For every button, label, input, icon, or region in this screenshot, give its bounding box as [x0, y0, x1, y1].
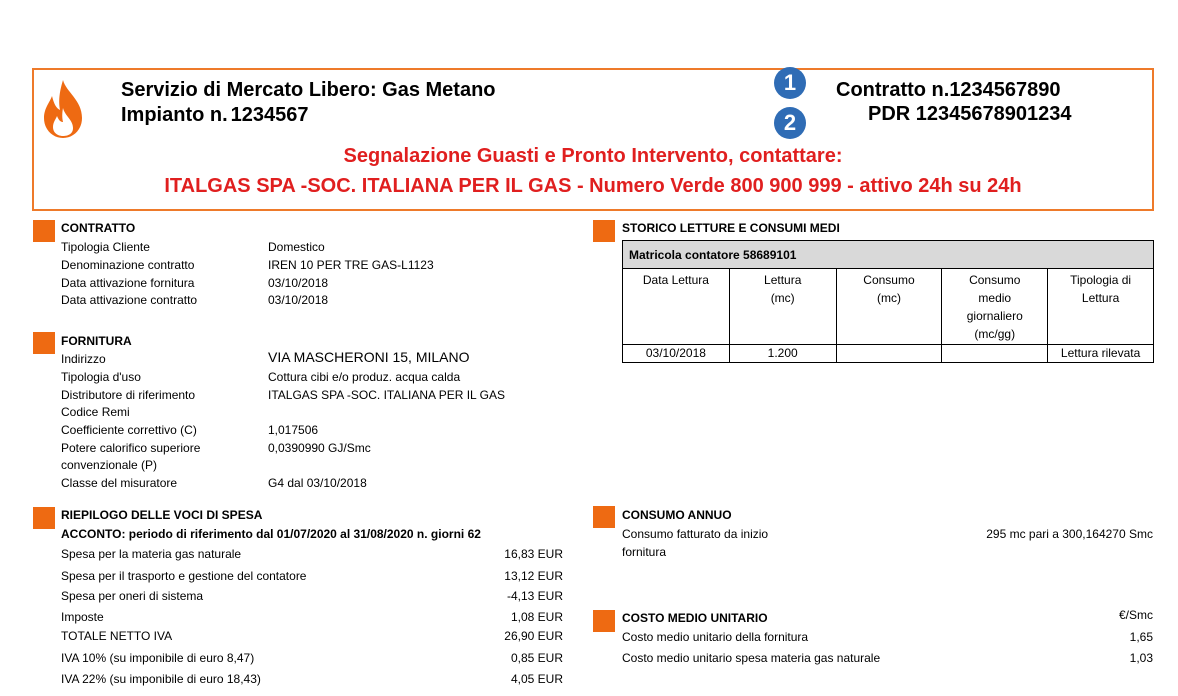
indirizzo-label: Indirizzo	[61, 352, 106, 366]
spesa-label: Spesa per oneri di sistema	[61, 589, 204, 603]
tipologia-label: Tipologia d'uso	[61, 370, 141, 384]
contract-label: Contratto n.	[836, 79, 950, 101]
storico-title: STORICO LETTURE E CONSUMI MEDI	[622, 221, 840, 235]
table-cell: 03/10/2018	[623, 345, 730, 363]
table-header: Consumo medio giornaliero (mc/gg)	[942, 269, 1048, 345]
spesa-value: 13,12 EUR	[504, 569, 563, 583]
consumo-label: Consumo fatturato da inizio	[622, 527, 769, 541]
callout-badge-2: 2	[774, 107, 806, 139]
costo-value: 1,03	[1129, 651, 1153, 665]
spesa-label: TOTALE NETTO IVA	[61, 629, 173, 643]
spesa-label: Spesa per il trasporto e gestione del contatore	[61, 569, 307, 583]
table-header: Consumo (mc)	[836, 269, 942, 345]
matricola-cell: Matricola contatore 58689101	[623, 241, 1154, 269]
consumo-title: CONSUMO ANNUO	[622, 508, 732, 522]
costo-label: Costo medio unitario della fornitura	[622, 630, 809, 644]
contratto-title: CONTRATTO	[61, 221, 136, 235]
fornitura-marker	[33, 332, 55, 354]
remi-label: Codice Remi	[61, 405, 130, 419]
plant-label: Impianto n.	[121, 104, 228, 126]
contract-number: 1234567890	[949, 79, 1061, 101]
riepilogo-marker	[33, 507, 55, 529]
riepilogo-subtitle: ACCONTO: periodo di riferimento dal 01/07/2020 al 31/08/2020 n. giorni 62	[61, 527, 481, 541]
spesa-label: Spesa per la materia gas naturale	[61, 547, 242, 561]
table-cell	[942, 345, 1048, 363]
spesa-value: -4,13 EUR	[506, 589, 563, 603]
consumo-value: 295 mc pari a 300,164270 Smc	[986, 527, 1153, 541]
contratto-value: IREN 10 PER TRE GAS-L1123	[268, 258, 434, 272]
contratto-marker	[33, 220, 55, 242]
spesa-value: 0,85 EUR	[510, 651, 563, 665]
contratto-value: Domestico	[268, 240, 325, 254]
table-header: Tipologia di Lettura	[1048, 269, 1154, 345]
distributore-label: Distributore di riferimento	[61, 388, 196, 402]
consumo-label-2: fornitura	[622, 545, 667, 559]
pdr-number: 12345678901234	[915, 103, 1072, 125]
classe-value: G4 dal 03/10/2018	[268, 476, 367, 490]
classe-label: Classe del misuratore	[61, 476, 178, 490]
callout-badge-1: 1	[774, 67, 806, 99]
table-cell: Lettura rilevata	[1048, 345, 1154, 363]
pdr-line	[868, 103, 1072, 126]
coeff-value: 1,017506	[268, 423, 319, 437]
costo-marker	[593, 610, 615, 632]
costo-title: COSTO MEDIO UNITARIO	[622, 611, 768, 625]
pdr-label: PDR	[868, 103, 911, 125]
plant-number: 1234567	[230, 104, 309, 126]
spesa-label: Imposte	[61, 610, 104, 624]
contratto-label: Tipologia Cliente	[61, 240, 150, 254]
distributore-value: ITALGAS SPA -SOC. ITALIANA PER IL GAS	[268, 388, 505, 402]
coeff-label: Coefficiente correttivo (C)	[61, 423, 197, 437]
spesa-value: 26,90 EUR	[504, 629, 563, 643]
table-cell	[836, 345, 942, 363]
service-title: Servizio di Mercato Libero: Gas Metano	[121, 79, 496, 101]
spesa-label: IVA 22% (su imponibile di euro 18,43)	[61, 672, 261, 686]
spesa-value: 4,05 EUR	[510, 672, 563, 686]
costo-value: 1,65	[1129, 630, 1153, 644]
contratto-label: Data attivazione contratto	[61, 293, 198, 307]
contratto-value: 03/10/2018	[268, 293, 329, 307]
potere-value: 0,0390990 GJ/Smc	[268, 441, 371, 455]
contratto-label: Data attivazione fornitura	[61, 276, 195, 290]
costo-unit: €/Smc	[1118, 608, 1153, 622]
table-header: Data Lettura	[623, 269, 730, 345]
contratto-label: Denominazione contratto	[61, 258, 195, 272]
consumo-marker	[593, 506, 615, 528]
flame-icon	[38, 78, 88, 140]
contract-line	[836, 79, 1061, 102]
spesa-value: 1,08 EUR	[510, 610, 563, 624]
meter-readings-table	[622, 240, 1154, 363]
alert-line-1: Segnalazione Guasti e Pronto Intervento, contattare:	[343, 145, 843, 167]
plant-line	[121, 104, 309, 127]
table-cell: 1.200	[729, 345, 836, 363]
potere-label: Potere calorifico superiore	[61, 441, 201, 455]
potere-label-2: convenzionale (P)	[61, 458, 158, 472]
storico-marker	[593, 220, 615, 242]
table-header: Lettura (mc)	[729, 269, 836, 345]
fornitura-title: FORNITURA	[61, 334, 132, 348]
table-row	[623, 345, 1154, 363]
contratto-value: 03/10/2018	[268, 276, 329, 290]
alert-line-2: ITALGAS SPA -SOC. ITALIANA PER IL GAS - Numero Verde 800 900 999 - attivo 24h su 24h	[164, 175, 1022, 197]
spesa-value: 16,83 EUR	[504, 547, 563, 561]
riepilogo-title: RIEPILOGO DELLE VOCI DI SPESA	[61, 508, 263, 522]
spesa-label: IVA 10% (su imponibile di euro 8,47)	[61, 651, 255, 665]
costo-label: Costo medio unitario spesa materia gas naturale	[622, 651, 881, 665]
tipologia-value: Cottura cibi e/o produz. acqua calda	[268, 370, 461, 384]
indirizzo-value: VIA MASCHERONI 15, MILANO	[268, 349, 470, 365]
